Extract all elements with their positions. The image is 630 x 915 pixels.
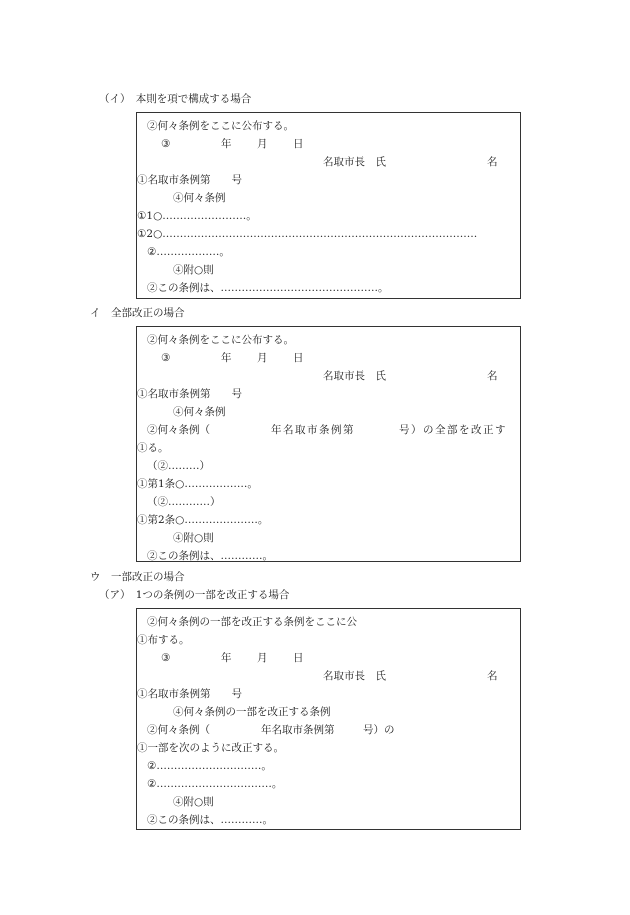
full-revision-line-end: 号）の全部を改正す	[399, 424, 507, 436]
article-2-caption: （②…………）	[147, 496, 221, 508]
example-box-zenbu-kaisei	[136, 326, 521, 562]
date-day: 日	[293, 138, 304, 150]
full-revision-line-wrap: ①る。	[137, 442, 169, 454]
partial-revision-line-start: ②何々条例（	[147, 724, 210, 736]
promulgation-line: ②何々条例をここに公布する。	[147, 334, 294, 346]
mayor-title: 名取市長 氏	[323, 156, 386, 168]
date-year: 年	[221, 138, 232, 150]
full-revision-line-start: ②何々条例（	[147, 424, 210, 436]
partial-revision-line-mid: 年名取市条例第	[261, 724, 335, 736]
supplementary-text: ②この条例は、………………………………………。	[147, 282, 389, 294]
ordinance-number: ①名取市条例第 号	[137, 174, 242, 186]
article-1: ①第1条○………………。	[137, 478, 258, 490]
full-revision-line-mid: 年名取市条例第	[271, 424, 355, 436]
example-box-ichibu-kaisei	[136, 608, 521, 830]
promulgation-line: ②何々条例をここに公布する。	[147, 120, 294, 132]
mayor-name: 名	[487, 156, 498, 168]
supplementary-heading: ④附○則	[173, 796, 214, 808]
ordinance-number: ①名取市条例第 号	[137, 388, 242, 400]
supplementary-text: ②この条例は、…………。	[147, 814, 273, 826]
date-year: 年	[221, 652, 232, 664]
clause-2-continued: ②………………。	[147, 246, 230, 258]
ordinance-number: ①名取市条例第 号	[137, 688, 242, 700]
date-month: 月	[257, 352, 268, 364]
amendment-1: ②…………………………。	[147, 760, 272, 772]
ordinance-title: ④何々条例	[173, 406, 226, 418]
mayor-name: 名	[487, 670, 498, 682]
date-month: 月	[257, 652, 268, 664]
date-year: 年	[221, 352, 232, 364]
promulgation-line: ②何々条例の一部を改正する条例をここに公	[147, 616, 357, 628]
partial-revision-line-wrap: ①一部を次のように改正する。	[137, 742, 284, 754]
supplementary-heading: ④附○則	[173, 264, 214, 276]
promulgation-line-wrap: ①布する。	[137, 634, 190, 646]
supplementary-heading: ④附○則	[173, 532, 214, 544]
date-marker: ③	[161, 352, 171, 364]
supplementary-text: ②この条例は、…………。	[147, 550, 273, 562]
heading-ichibu-kaisei: ウ 一部改正の場合	[90, 571, 185, 583]
date-month: 月	[257, 138, 268, 150]
article-1-caption: （②………）	[147, 460, 210, 472]
heading-zenbu-kaisei: イ 全部改正の場合	[90, 307, 185, 319]
partial-revision-line-end: 号）の	[363, 724, 395, 736]
mayor-title: 名取市長 氏	[323, 370, 386, 382]
heading-honsoku-kou: （イ） 本則を項で構成する場合	[99, 93, 252, 105]
date-day: 日	[293, 352, 304, 364]
mayor-title: 名取市長 氏	[323, 670, 386, 682]
ordinance-title: ④何々条例の一部を改正する条例	[173, 706, 331, 718]
heading-single-ordinance-partial: （ア） 1つの条例の一部を改正する場合	[99, 589, 290, 601]
mayor-name: 名	[487, 370, 498, 382]
date-marker: ③	[161, 138, 171, 150]
ordinance-title: ④何々条例	[173, 192, 226, 204]
example-box-honsoku	[136, 112, 521, 299]
clause-2: ①2○………………………………………………………………………………	[137, 228, 478, 240]
amendment-2: ②……………………………。	[147, 778, 283, 790]
article-2: ①第2条○…………………。	[137, 514, 269, 526]
clause-1: ①1○……………………。	[137, 210, 257, 222]
date-day: 日	[293, 652, 304, 664]
date-marker: ③	[161, 652, 171, 664]
